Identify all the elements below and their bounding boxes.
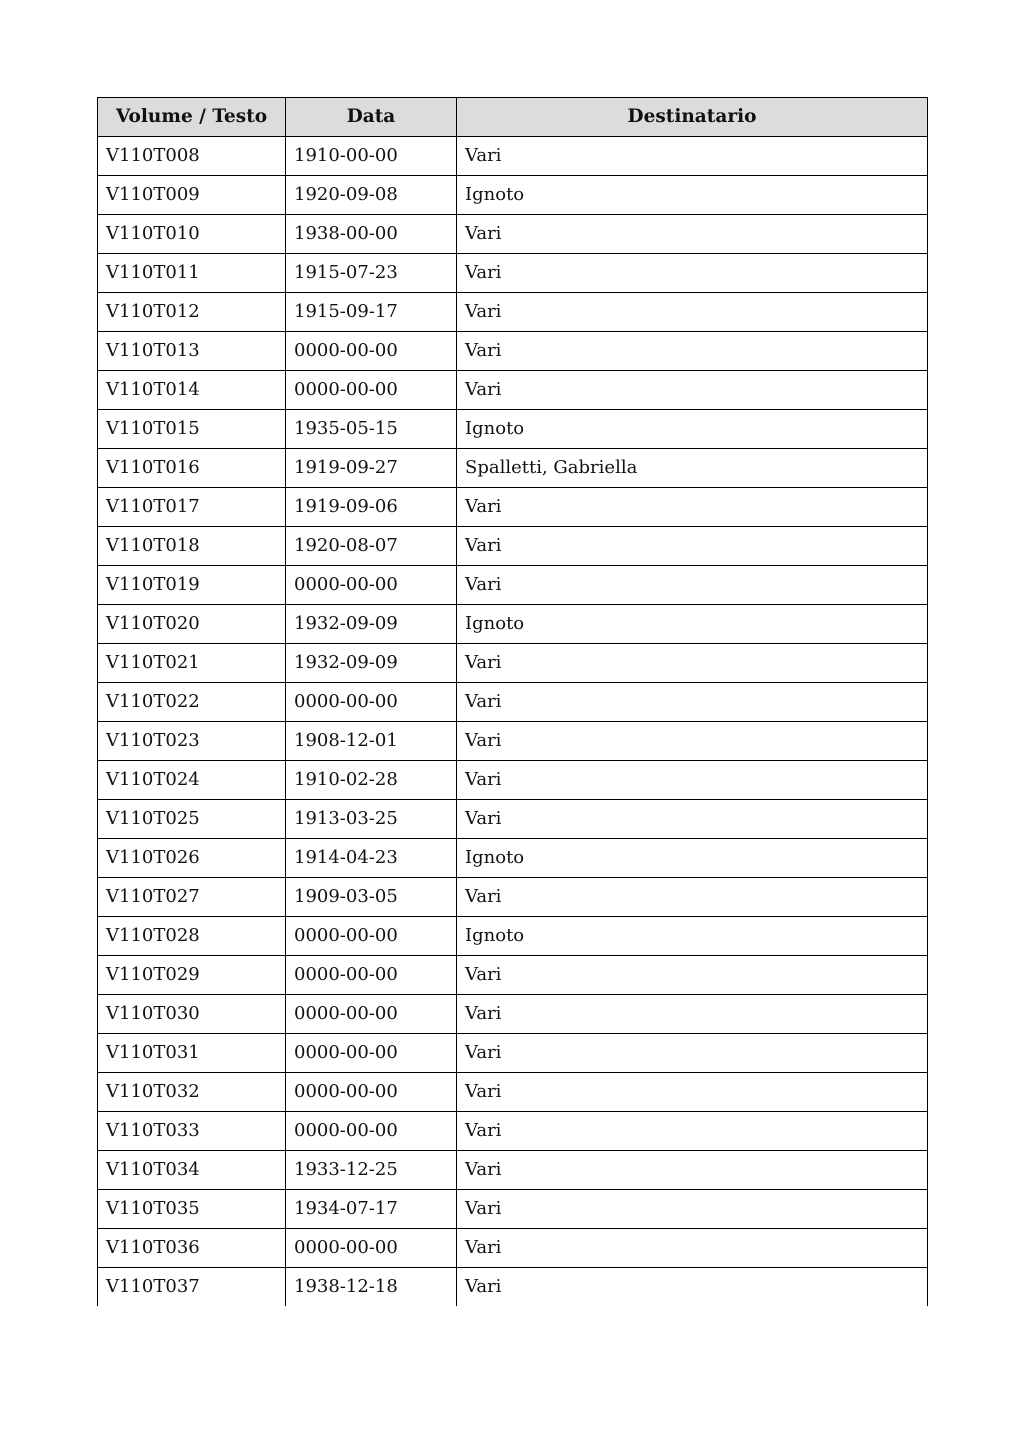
cell-data: 1910-02-28: [286, 761, 457, 800]
cell-volume-testo: V110T023: [98, 722, 286, 761]
cell-destinatario: Vari: [457, 1073, 928, 1112]
cell-destinatario: Vari: [457, 254, 928, 293]
cell-volume-testo: V110T013: [98, 332, 286, 371]
cell-data: 1915-07-23: [286, 254, 457, 293]
cell-data: 0000-00-00: [286, 956, 457, 995]
table-row: [98, 371, 928, 410]
table-row: [98, 800, 928, 839]
cell-volume-testo: V110T030: [98, 995, 286, 1034]
cell-data: 0000-00-00: [286, 332, 457, 371]
table-row: [98, 1268, 928, 1307]
cell-volume-testo: V110T016: [98, 449, 286, 488]
cell-destinatario: Vari: [457, 488, 928, 527]
cell-destinatario: Vari: [457, 566, 928, 605]
table-row: [98, 410, 928, 449]
cell-volume-testo: V110T009: [98, 176, 286, 215]
cell-destinatario: Vari: [457, 332, 928, 371]
cell-volume-testo: V110T008: [98, 137, 286, 176]
cell-destinatario: Vari: [457, 878, 928, 917]
cell-volume-testo: V110T025: [98, 800, 286, 839]
table-row: [98, 644, 928, 683]
cell-data: 1932-09-09: [286, 605, 457, 644]
cell-data: 1913-03-25: [286, 800, 457, 839]
table-row: [98, 488, 928, 527]
cell-data: 0000-00-00: [286, 1112, 457, 1151]
cell-data: 1932-09-09: [286, 644, 457, 683]
cell-destinatario: Vari: [457, 1112, 928, 1151]
cell-volume-testo: V110T011: [98, 254, 286, 293]
cell-volume-testo: V110T015: [98, 410, 286, 449]
cell-data: 1938-00-00: [286, 215, 457, 254]
cell-destinatario: Vari: [457, 215, 928, 254]
cell-data: 0000-00-00: [286, 1073, 457, 1112]
table-row: [98, 839, 928, 878]
table-header: [98, 98, 928, 137]
cell-destinatario: Vari: [457, 1190, 928, 1229]
cell-data: 1934-07-17: [286, 1190, 457, 1229]
table-row: [98, 176, 928, 215]
cell-volume-testo: V110T010: [98, 215, 286, 254]
cell-volume-testo: V110T035: [98, 1190, 286, 1229]
cell-destinatario: Ignoto: [457, 917, 928, 956]
cell-data: 1938-12-18: [286, 1268, 457, 1307]
cell-data: 1935-05-15: [286, 410, 457, 449]
cell-destinatario: Vari: [457, 956, 928, 995]
cell-data: 1933-12-25: [286, 1151, 457, 1190]
cell-destinatario: Ignoto: [457, 605, 928, 644]
table-row: [98, 332, 928, 371]
table-row: [98, 917, 928, 956]
cell-destinatario: Vari: [457, 1034, 928, 1073]
cell-data: 1909-03-05: [286, 878, 457, 917]
header-row: [98, 98, 928, 137]
cell-data: 1910-00-00: [286, 137, 457, 176]
table-row: [98, 605, 928, 644]
cell-data: 1908-12-01: [286, 722, 457, 761]
cell-data: 0000-00-00: [286, 995, 457, 1034]
cell-data: 1919-09-27: [286, 449, 457, 488]
table-body: [98, 137, 928, 1307]
table-row: [98, 566, 928, 605]
cell-volume-testo: V110T032: [98, 1073, 286, 1112]
cell-destinatario: Vari: [457, 644, 928, 683]
cell-volume-testo: V110T020: [98, 605, 286, 644]
cell-data: 0000-00-00: [286, 371, 457, 410]
cell-data: 1919-09-06: [286, 488, 457, 527]
cell-volume-testo: V110T026: [98, 839, 286, 878]
table-row: [98, 215, 928, 254]
cell-volume-testo: V110T021: [98, 644, 286, 683]
cell-destinatario: Spalletti, Gabriella: [457, 449, 928, 488]
table-row: [98, 293, 928, 332]
cell-volume-testo: V110T034: [98, 1151, 286, 1190]
cell-volume-testo: V110T014: [98, 371, 286, 410]
cell-destinatario: Vari: [457, 137, 928, 176]
cell-destinatario: Ignoto: [457, 839, 928, 878]
header-destinatario: Destinatario: [457, 98, 928, 137]
table-row: [98, 1034, 928, 1073]
cell-volume-testo: V110T022: [98, 683, 286, 722]
cell-data: 0000-00-00: [286, 917, 457, 956]
cell-destinatario: Ignoto: [457, 176, 928, 215]
cell-destinatario: Vari: [457, 1268, 928, 1307]
table-row: [98, 878, 928, 917]
header-data: Data: [286, 98, 457, 137]
cell-volume-testo: V110T017: [98, 488, 286, 527]
cell-data: 0000-00-00: [286, 1034, 457, 1073]
table-row: [98, 722, 928, 761]
table-row: [98, 683, 928, 722]
cell-volume-testo: V110T024: [98, 761, 286, 800]
cell-data: 0000-00-00: [286, 566, 457, 605]
cell-data: 1920-08-07: [286, 527, 457, 566]
table-row: [98, 1073, 928, 1112]
table-row: [98, 956, 928, 995]
cell-destinatario: Ignoto: [457, 410, 928, 449]
table-row: [98, 1151, 928, 1190]
cell-destinatario: Vari: [457, 800, 928, 839]
cell-destinatario: Vari: [457, 293, 928, 332]
cell-volume-testo: V110T019: [98, 566, 286, 605]
table-row: [98, 1112, 928, 1151]
table-row: [98, 449, 928, 488]
cell-volume-testo: V110T036: [98, 1229, 286, 1268]
cell-destinatario: Vari: [457, 527, 928, 566]
cell-volume-testo: V110T033: [98, 1112, 286, 1151]
header-volume-testo: Volume / Testo: [98, 98, 286, 137]
table-row: [98, 995, 928, 1034]
cell-volume-testo: V110T031: [98, 1034, 286, 1073]
cell-volume-testo: V110T037: [98, 1268, 286, 1307]
table-row: [98, 1190, 928, 1229]
cell-data: 0000-00-00: [286, 683, 457, 722]
cell-destinatario: Vari: [457, 722, 928, 761]
cell-volume-testo: V110T029: [98, 956, 286, 995]
cell-volume-testo: V110T018: [98, 527, 286, 566]
cell-data: 1920-09-08: [286, 176, 457, 215]
cell-volume-testo: V110T012: [98, 293, 286, 332]
cell-destinatario: Vari: [457, 761, 928, 800]
table-row: [98, 254, 928, 293]
table-row: [98, 137, 928, 176]
cell-volume-testo: V110T027: [98, 878, 286, 917]
cell-volume-testo: V110T028: [98, 917, 286, 956]
table-row: [98, 761, 928, 800]
cell-data: 1914-04-23: [286, 839, 457, 878]
table-container: [97, 97, 927, 1306]
cell-destinatario: Vari: [457, 371, 928, 410]
letters-table: [97, 97, 928, 1306]
cell-destinatario: Vari: [457, 1229, 928, 1268]
cell-data: 0000-00-00: [286, 1229, 457, 1268]
cell-destinatario: Vari: [457, 683, 928, 722]
table-row: [98, 1229, 928, 1268]
cell-data: 1915-09-17: [286, 293, 457, 332]
cell-destinatario: Vari: [457, 1151, 928, 1190]
table-row: [98, 527, 928, 566]
cell-destinatario: Vari: [457, 995, 928, 1034]
